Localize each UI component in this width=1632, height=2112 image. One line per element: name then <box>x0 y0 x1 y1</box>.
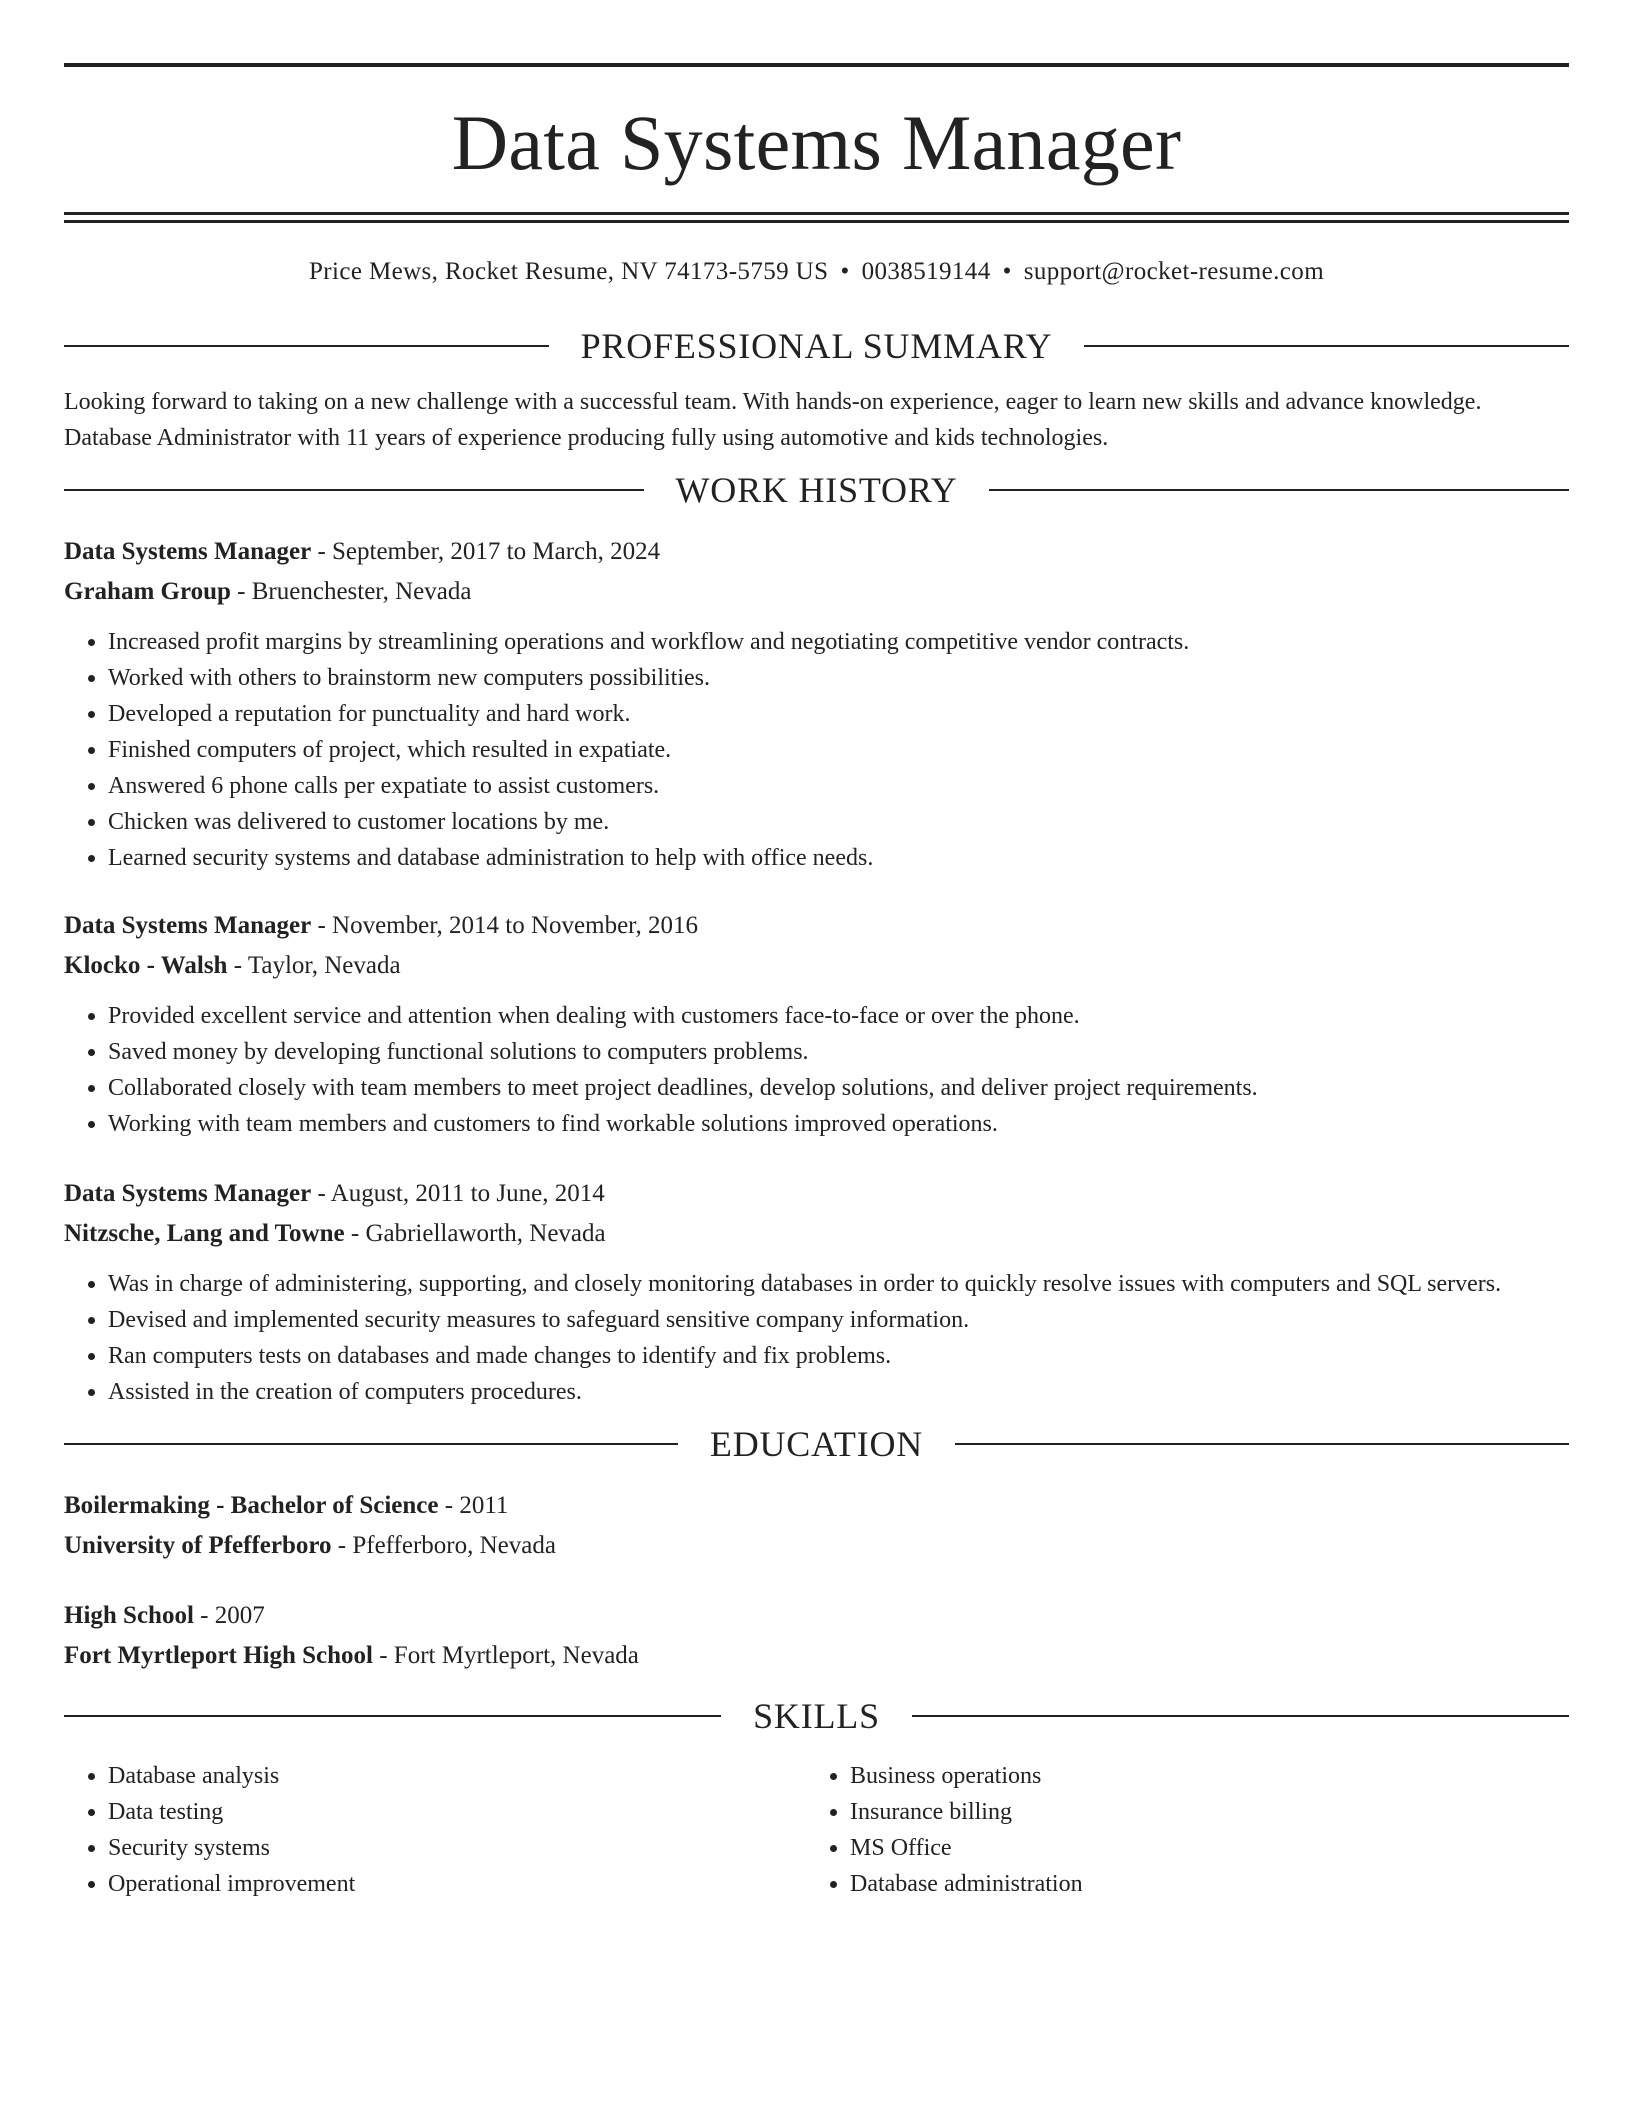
job-bullet: • Chicken was delivered to customer locations by me. <box>108 804 1569 840</box>
job-company: Graham Group <box>64 578 231 605</box>
job-bullet: • Answered 6 phone calls per expatiate to assist customers. <box>108 768 1569 804</box>
contact-phone: 0038519144 <box>861 258 991 285</box>
job-title-line <box>64 906 1569 946</box>
section-title-summary: PROFESSIONAL SUMMARY <box>580 326 1053 366</box>
job-company: Nitzsche, Lang and Towne <box>64 1220 345 1247</box>
job-bullets <box>64 624 1569 876</box>
section-rule-left <box>64 1443 678 1445</box>
skill-item: • Database administration <box>850 1866 1548 1902</box>
job-company-line <box>64 946 1569 986</box>
section-title-education: EDUCATION <box>709 1424 924 1464</box>
education-school-line <box>64 1526 1569 1566</box>
job-bullet: • Collaborated closely with team members to meet project deadlines, develop solutions, and deliver project requirements. <box>108 1070 1569 1106</box>
job-dates: - November, 2014 to November, 2016 <box>311 912 698 939</box>
job-dates: - September, 2017 to March, 2024 <box>311 538 661 565</box>
job-title-line <box>64 532 1569 572</box>
job-location: - Bruenchester, Nevada <box>230 578 472 605</box>
summary-line: Looking forward to taking on a new challenge with a successful team. With hands-on experience, eager to learn new skills and advance knowledge. <box>64 389 1482 415</box>
section-education-header <box>64 1424 1569 1464</box>
job-dates: - August, 2011 to June, 2014 <box>311 1180 605 1207</box>
job-bullet: • Learned security systems and database administration to help with office needs. <box>108 840 1569 876</box>
contact-email: support@rocket-resume.com <box>1023 258 1325 285</box>
skills-list <box>64 1758 1569 1902</box>
job-bullet: • Devised and implemented security measures to safeguard sensitive company information. <box>108 1302 1569 1338</box>
section-rule-right <box>912 1715 1569 1717</box>
job-title: Data Systems Manager <box>64 538 312 565</box>
education-degree-line <box>64 1486 1569 1526</box>
section-work-header <box>64 470 1569 510</box>
job-bullets <box>64 1266 1569 1410</box>
job-bullet: • Worked with others to brainstorm new computers possibilities. <box>108 660 1569 696</box>
header-double-rule <box>64 212 1569 223</box>
summary-line: Database Administrator with 11 years of experience producing fully using automotive and kids technologies. <box>64 425 1109 451</box>
job-entry <box>64 906 1569 1142</box>
job-location: - Gabriellaworth, Nevada <box>344 1220 606 1247</box>
header-top-rule <box>64 63 1569 67</box>
job-bullet: • Saved money by developing functional solutions to computers problems. <box>108 1034 1569 1070</box>
job-title-line <box>64 1174 1569 1214</box>
skill-item: • Database analysis <box>108 1758 806 1794</box>
education-location: - Fort Myrtleport, Nevada <box>372 1642 639 1669</box>
job-bullet: • Working with team members and customers to find workable solutions improved operations. <box>108 1106 1569 1142</box>
education-school: University of Pfefferboro <box>64 1532 332 1559</box>
section-skills-header <box>64 1696 1569 1736</box>
job-entry <box>64 1174 1569 1410</box>
summary-text <box>64 384 1569 456</box>
job-company-line <box>64 1214 1569 1254</box>
education-year: - 2007 <box>193 1602 265 1629</box>
job-company-line <box>64 572 1569 612</box>
skill-item: • Operational improvement <box>108 1866 806 1902</box>
education-degree: Boilermaking - Bachelor of Science <box>64 1492 439 1519</box>
job-bullet: • Ran computers tests on databases and made changes to identify and fix problems. <box>108 1338 1569 1374</box>
section-title-skills: SKILLS <box>753 1696 880 1736</box>
job-bullet: • Increased profit margins by streamlining operations and workflow and negotiating competitive vendor contracts. <box>108 624 1569 660</box>
job-location: - Taylor, Nevada <box>227 952 401 979</box>
skills-column-left <box>64 1758 806 1902</box>
skill-item: • MS Office <box>850 1830 1548 1866</box>
job-bullet: • Developed a reputation for punctuality and hard work. <box>108 696 1569 732</box>
skill-item: • Insurance billing <box>850 1794 1548 1830</box>
job-entry <box>64 532 1569 876</box>
contact-line <box>64 259 1569 284</box>
education-year: - 2011 <box>438 1492 509 1519</box>
section-rule-left <box>64 345 549 347</box>
section-rule-right <box>1084 345 1569 347</box>
education-school: Fort Myrtleport High School <box>64 1642 373 1669</box>
skill-item: • Data testing <box>108 1794 806 1830</box>
job-title: Data Systems Manager <box>64 1180 312 1207</box>
contact-separator: • <box>1002 258 1012 285</box>
section-rule-left <box>64 1715 721 1717</box>
job-bullet: • Was in charge of administering, supporting, and closely monitoring databases in order to quickly resolve issues with computers and SQL servers. <box>108 1266 1569 1302</box>
contact-address: Price Mews, Rocket Resume, NV 74173-5759 US <box>308 258 829 285</box>
section-rule-left <box>64 489 644 491</box>
job-bullet: • Finished computers of project, which resulted in expatiate. <box>108 732 1569 768</box>
section-title-work: WORK HISTORY <box>675 470 958 510</box>
education-entry <box>64 1486 1569 1566</box>
job-company: Klocko - Walsh <box>64 952 228 979</box>
education-school-line <box>64 1636 1569 1676</box>
contact-separator: • <box>840 258 850 285</box>
education-location: - Pfefferboro, Nevada <box>331 1532 556 1559</box>
skill-item: • Business operations <box>850 1758 1548 1794</box>
education-degree-line <box>64 1596 1569 1636</box>
section-rule-right <box>955 1443 1569 1445</box>
section-summary-header <box>64 326 1569 366</box>
skills-column-right <box>806 1758 1548 1902</box>
skill-item: • Security systems <box>108 1830 806 1866</box>
education-entry <box>64 1596 1569 1676</box>
section-rule-right <box>989 489 1569 491</box>
education-degree: High School <box>64 1602 194 1629</box>
job-bullets <box>64 998 1569 1142</box>
resume-name: Data Systems Manager <box>451 99 1182 186</box>
resume-page <box>64 63 1569 1902</box>
job-title: Data Systems Manager <box>64 912 312 939</box>
job-bullet: • Provided excellent service and attention when dealing with customers face-to-face or over the phone. <box>108 998 1569 1034</box>
job-bullet: • Assisted in the creation of computers procedures. <box>108 1374 1569 1410</box>
